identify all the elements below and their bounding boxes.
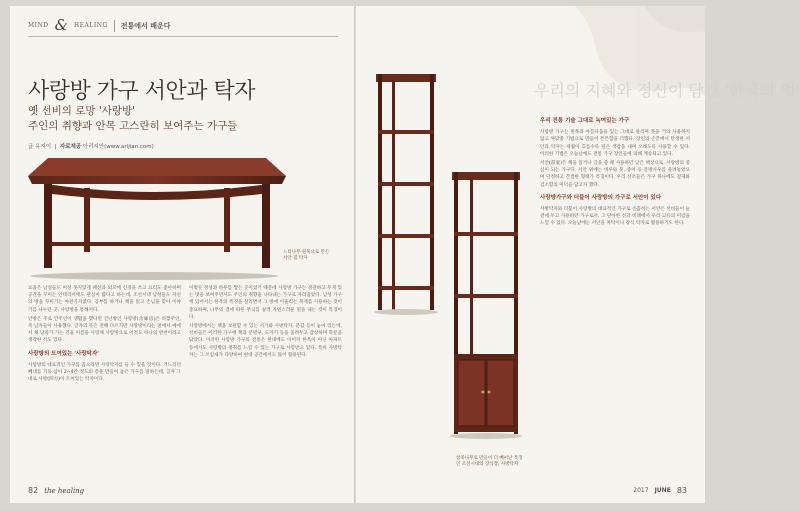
paragraph: 이렇듯 정성과 하루를 쌓는 곳이었기 때문에 사랑방 가구는 정갈하고 무게 있는 멋을 보여주면서도 주인의 취향을 나타내는 가구로 자리잡았다. 남성 가구에 있어서는 한옥의 특징을 살리면서 그 방에 어울리는 목재를 사용하는 것이 중요하며, 나무의 결에 따른 무늬를 살려 자연스러운 멋을 내는 것이 특징이다.	[189, 286, 342, 320]
byline-author: 유지이	[35, 144, 52, 150]
paragraph: 요즘은 남성들도 여성 못지않게 패션과 외모에 신경을 쓰고 요리도 좋아하며 공간을 꾸미는 인테리어에도 관심이 많다고 하는데, 조선시대 남성들도 자신의 방을 꾸미기는 마찬가지였다. 공부를 하거나 책을 읽고 손님을 맞아 이야기를 나누던 곳, 사랑방을 통해서다.	[28, 286, 181, 313]
header-rule	[28, 36, 338, 37]
column-heading: 우리 전통 기술 그대로 녹여있는 가구	[540, 118, 630, 124]
folio-left	[28, 486, 84, 495]
page-number: 83	[676, 486, 687, 495]
section-subtitle: 전통에서 배운다	[120, 21, 171, 30]
column-heading: 사랑방가구와 더불어 사랑방의 가구로 서안이 있다	[540, 194, 662, 201]
left-column-1	[28, 285, 181, 385]
left-page	[10, 6, 355, 503]
header-divider	[114, 20, 115, 32]
article-title: 사랑방 가구 서안과 탁자	[28, 79, 256, 104]
magazine-name: the healing	[44, 486, 85, 495]
table-caption: 느티나무 원목으로 만든 서안 겸 탁자	[283, 250, 330, 261]
byline-photo-label: 자료제공	[59, 144, 82, 150]
page-number: 82	[28, 486, 39, 495]
low-table-image	[24, 154, 288, 282]
ink-wash-background	[555, 6, 705, 126]
section-label-mind: MIND	[28, 22, 49, 29]
faded-header: 우리의 지혜와 정신이 담긴 '한국의 멋'	[534, 81, 800, 100]
subtitle-line-1: 옛 선비의 로망 '사랑방'	[28, 105, 136, 117]
right-column	[540, 118, 690, 230]
section-header	[28, 18, 171, 33]
ampersand-logo: &	[54, 16, 68, 34]
cabinet-shelf-image	[448, 170, 524, 440]
section-label-healing: HEALING	[73, 22, 108, 29]
paragraph: 사랑방 가구는 원목의 아름다움을 있는 그대로 살리며 못을 거의 사용하지 않고 짜맞춤 기법으로 만들어 튼튼함을 더했다. 장인의 손끝에서 탄생한 서안과 탁자는 세월이 흐를수록 깊은 색감을 내며 오래도록 사용할 수 있다. 이러한 기법은 오늘날에도 전통 가구 장인들에 의해 계승되고 있다.	[540, 130, 690, 157]
paragraph: 서안(書案)은 책을 읽거나 글을 쓸 때 사용하던 낮은 책상으로, 사랑방의 중심이 되는 가구다. 서안 위에는 벼루와 붓, 종이 등 문방사우를 올려놓았으며 단정하고 간결한 형태가 특징이다. 우리 선조들은 가구 하나에도 절제와 검소함의 미덕을 담고자 했다.	[540, 161, 690, 188]
byline-label: 글	[28, 144, 34, 150]
column-heading: 사랑방의 트여있는 '사랑탁자'	[28, 350, 99, 357]
left-column-2	[189, 285, 342, 361]
shelf-caption: 참죽나무로 만들어 더 빼어난 특징인 조선시대의 장식장, 사방탁자	[456, 456, 523, 467]
issue-month: JUNE	[654, 487, 671, 494]
right-page	[356, 6, 800, 503]
paragraph: 안방은 주로 안주인이 생활을 했다면 건넌방인 사랑방(舍廊房)은 바깥주인, 즉 남자들이 사용했다. 글자의 뜻은 전해 다르지만 사랑방이라는 말에서 예에서 채 남자가 가는 것을 이름을 사랑채 사랑방으로 이것도 하나의 반찬이라고 생각한 적도 있다.	[28, 316, 181, 344]
paragraph: 사랑방의 대표적인 가구를 꼽으라면 사랑탁자를 들 수 있을 것이다. 거느리던 빼대를 기둥 삼아 2~4칸 정도의 층을 만들어 놓은 가구를 말하는데, 글자 그대로 사방(四方)이 트여있는 탁자이다.	[28, 362, 181, 383]
article-subtitle	[28, 104, 237, 134]
folio-right	[633, 486, 687, 495]
open-shelf-image	[372, 72, 440, 316]
paragraph: 사랑방에서는 책을 보관할 수 있는 서가와 사방탁자, 문갑 등이 놓여 있는데, 선비들은 이러한 가구에 책과 문방구, 도자기 등을 올려두고 감상하며 학문을 닦았다. 이러한 사랑방 가구의 전통은 현대에도 이어져 한옥이 아닌 아파트 등에서도 사랑방의 정취를 느낄 수 있는 가구로 사랑받고 있다. 특히 사방탁자는 그 쓰임새가 다양하여 현대 공간에서도 많이 활용된다.	[189, 324, 342, 358]
byline: 글 유지이 | 자료제공 아리지안(www.arijian.com)	[28, 144, 154, 150]
byline-photo-source: 아리지안(www.arijian.com)	[82, 144, 154, 150]
issue-year: 2017	[633, 487, 649, 494]
subtitle-line-2: 주인의 취향과 안목 고스란히 보여주는 가구들	[28, 120, 238, 132]
paragraph: 사방탁자와 더불어 사랑방의 대표적인 가구로 손꼽히는 서안은 선비들이 늘 곁에 두고 사용하던 가구로서, 그 단아한 선과 비례에서 우리 고유의 미감을 느낄 수 있다. 오늘날에는 서안을 차탁이나 장식 탁자로 활용하기도 한다.	[540, 207, 690, 227]
